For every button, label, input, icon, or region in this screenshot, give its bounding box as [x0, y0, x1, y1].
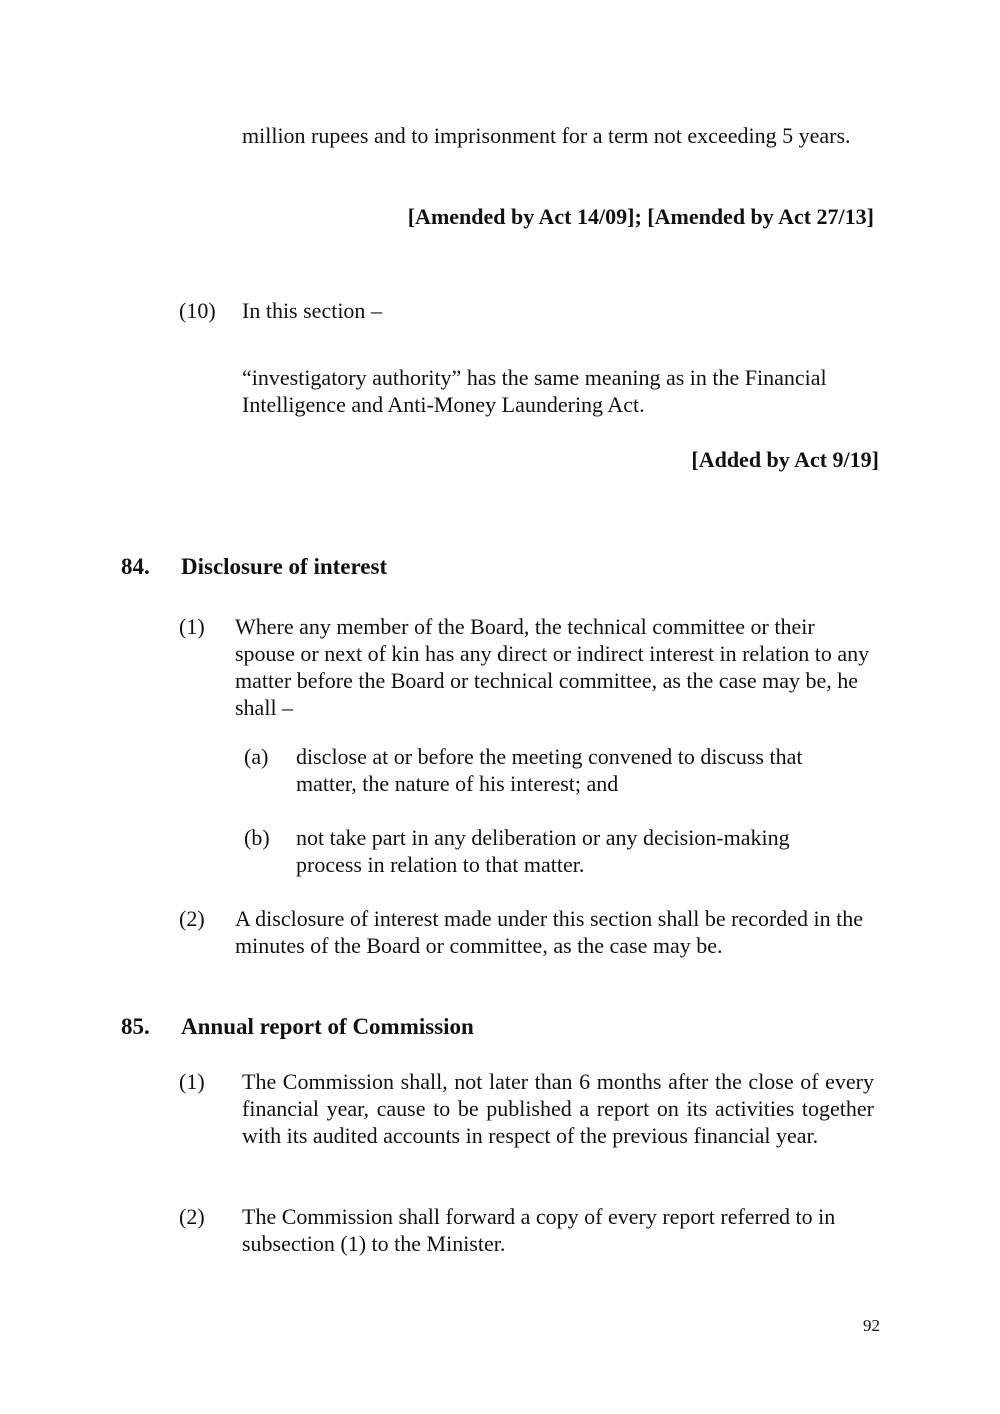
subsection-text: A disclosure of interest made under this section shall be recorded in the minutes of the Board or committee, as the case may be.: [235, 906, 864, 958]
item-text: disclose at or before the meeting convened to discuss that matter, the nature of his interest; and: [296, 744, 803, 796]
subsection-text: The Commission shall forward a copy of every report referred to in subsection (1) to the Minister.: [242, 1204, 836, 1256]
subsection-number: (1): [179, 614, 205, 639]
section-number: 85.: [121, 1014, 150, 1039]
subsection-number: (10): [179, 298, 216, 323]
subsection-number: (2): [179, 906, 205, 931]
continuation-text: million rupees and to imprisonment for a term not exceeding 5 years.: [242, 123, 851, 148]
subsection-number: (2): [179, 1204, 205, 1229]
page-number: 92: [863, 1316, 880, 1335]
subsection-text: Where any member of the Board, the technical committee or their spouse or next of kin has any direct or indirect interest in relation to any matter before the Board or technical committee, as the case may be, he shall –: [235, 614, 870, 720]
amendment-note: [Amended by Act 14/09]; [Amended by Act 27/13]: [407, 204, 874, 229]
section-title: Annual report of Commission: [181, 1014, 474, 1039]
subsection-number: (1): [179, 1069, 205, 1094]
section-number: 84.: [121, 554, 150, 579]
amendment-note: [Added by Act 9/19]: [691, 447, 879, 472]
subsection-text: In this section –: [242, 298, 382, 323]
definition-text: “investigatory authority” has the same meaning as in the Financial Intelligence and Anti-Money Laundering Act.: [242, 365, 827, 417]
item-label: (a): [244, 744, 269, 769]
subsection-text: The Commission shall, not later than 6 months after the close of every financial year, cause to be published a report on its activities together with its audited accounts in respect of the previous financial year.: [242, 1069, 874, 1148]
section-title: Disclosure of interest: [181, 554, 388, 579]
item-text: not take part in any deliberation or any decision-making process in relation to that matter.: [296, 825, 790, 877]
item-label: (b): [244, 825, 270, 850]
